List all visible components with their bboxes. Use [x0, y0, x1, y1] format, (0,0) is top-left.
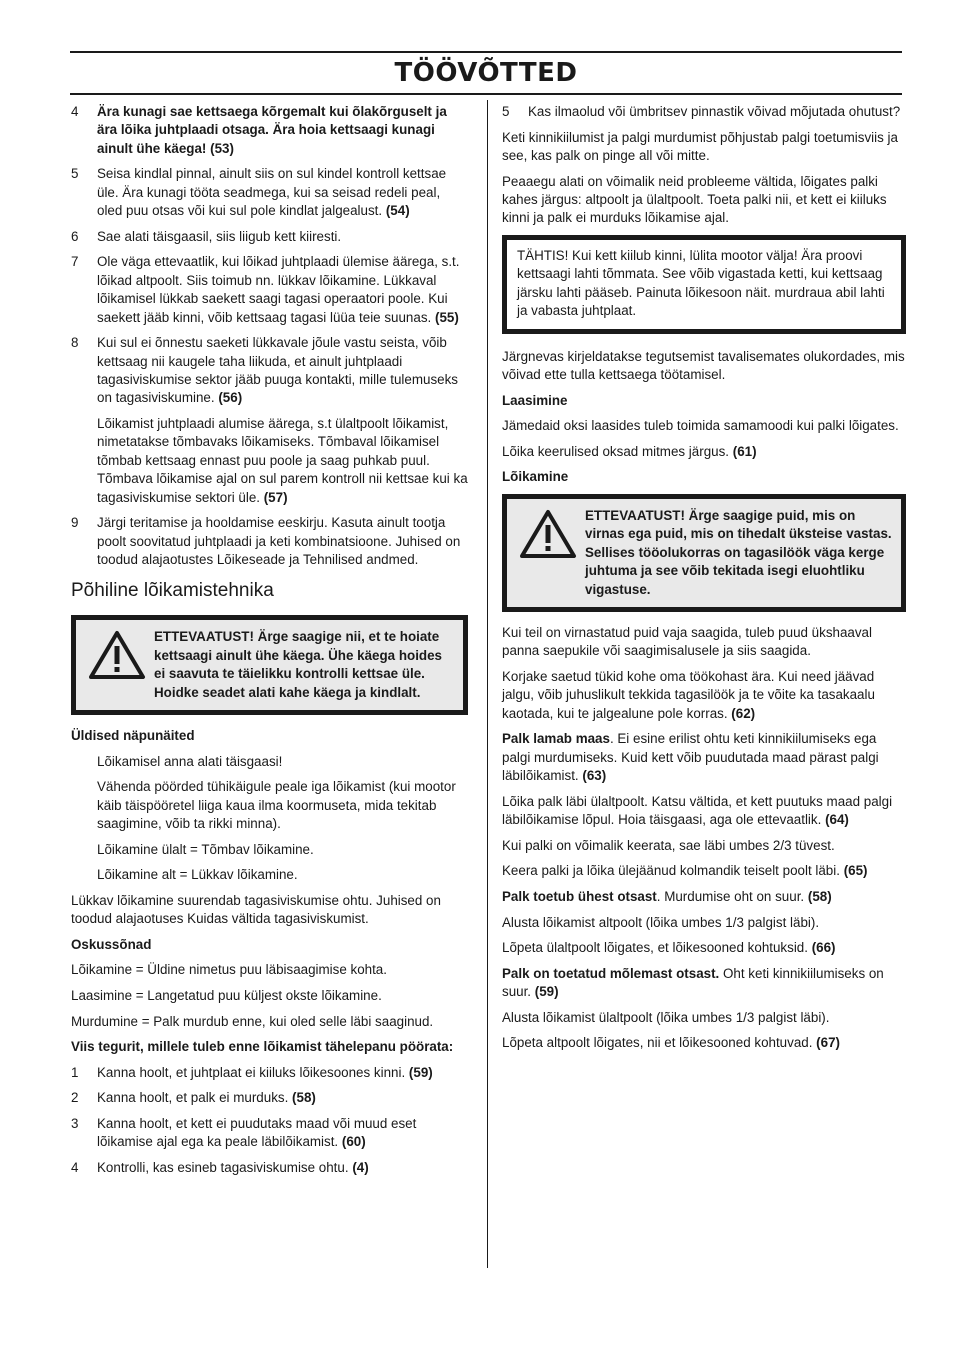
paragraph: Kui teil on virnastatud puid vaja saagida, tuleb puud ükshaaval panna saepukile või saagimisalusele ja siis saagida.	[502, 625, 872, 659]
figure-ref: (58)	[807, 889, 832, 905]
paragraph	[502, 939, 906, 957]
figure-ref: (56)	[218, 390, 243, 406]
subheading-terms: Oskussõnad	[71, 936, 152, 952]
section-title: Põhiline lõikamistehnika	[71, 580, 274, 602]
paragraph: Vähenda pöörded tühikäigule peale iga lõikamist (kui mootor käib täispööretel liiga kaua ilma koormuseta, mida tekitab saagimine, võib ta rikki minna).	[97, 779, 456, 832]
item-text: Kanna hoolt, et juhtplaat ei kiiluks lõikesoones kinni.	[97, 1064, 406, 1080]
paragraph: Järgnevas kirjeldatakse tegutsemist tavalisemates olukordades, mis võivad ette tulla kettsaega töötamisel.	[502, 348, 905, 383]
figure-ref: (57)	[263, 489, 288, 505]
paragraph: Lõikamine ülalt = Tõmbav lõikamine.	[97, 841, 314, 857]
paragraph: Lõikamisel anna alati täisgaasi!	[97, 753, 283, 769]
item-number: 4	[71, 104, 79, 119]
paragraph	[502, 443, 906, 461]
warning-box	[502, 494, 906, 612]
paragraph-text: Korjake saetud tükid kohe oma töökohast ära. Kui need jäävad jalgu, võib juhuslikult tekkida tagasilöök ja te võite ka tasakaalu kaotada, kui te jalgealune pole korras.	[502, 669, 875, 721]
column-divider	[487, 100, 488, 1268]
item-number: 5	[71, 166, 79, 182]
list-item	[71, 103, 468, 158]
figure-ref: (67)	[816, 1035, 840, 1051]
paragraph: Alusta lõikamist ülaltpoolt (lõika umbes 1/3 palgist läbi).	[502, 1009, 830, 1025]
item-text: Seisa kindlal pinnal, ainult siis on sul kindel kontroll kettsae üle. Ära kunagi tööta seadmega, kui sa seisad redeli peal, oled puu otsas või kui sul pole kindlat jalgealust.	[97, 166, 447, 219]
paragraph: Lõikamine alt = Lükkav lõikamine.	[97, 867, 298, 883]
list-item	[71, 514, 468, 569]
bold-lead: Palk toetub ühest otsast	[502, 889, 657, 905]
paragraph	[502, 793, 906, 830]
figure-ref: (60)	[341, 1134, 366, 1150]
paragraph: Keti kinnikiilumist ja palgi murdumist põhjustab palgi toetumisviis ja see, kas palk on pinge all või mitte.	[502, 129, 898, 163]
list-item	[71, 334, 468, 408]
item-number: 3	[71, 1116, 79, 1132]
item-text: Järgi teritamise ja hooldamise eeskirju. Kasuta ainult tootja poolt soovitatud juhtplaadi ja keti kombinatsioone. Juhised on toodud alajaotustes Lõikeseade ja Tehnilised andmed.	[97, 515, 461, 568]
paragraph	[502, 862, 906, 880]
item-number: 1	[71, 1064, 79, 1080]
figure-ref: (65)	[843, 863, 868, 879]
figure-ref: (64)	[825, 812, 849, 828]
subheading-factors: Viis tegurit, millele tuleb enne lõikamist tähelepanu pöörata:	[71, 1039, 454, 1055]
item-number: 8	[71, 335, 79, 351]
paragraph: Peaaegu alati on võimalik neid probleeme vältida, lõigates palki kahes järgus: altpoolt ja ülaltpoolt. Toeta palki nii, et kett ei kiiluks kinni ja palk ei murduks lõikamise ajal.	[502, 173, 887, 226]
paragraph	[502, 1034, 906, 1052]
paragraph-text: Keera palki ja lõika ülejäänud kolmandik teiselt poolt läbi.	[502, 863, 840, 879]
right-column	[502, 103, 906, 1060]
list-item	[71, 1064, 468, 1082]
paragraph-text: Lõpeta altpoolt lõigates, nii et lõikesooned kohtuvad.	[502, 1035, 813, 1051]
paragraph: Laasimine = Langetatud puu küljest okste lõikamine.	[71, 988, 382, 1004]
paragraph-text: Oht keti kinnikiilumiseks on suur.	[502, 965, 884, 1000]
header-top-rule	[70, 51, 902, 53]
list-item	[71, 228, 468, 246]
list-item	[71, 1089, 468, 1107]
figure-ref: (59)	[408, 1064, 433, 1080]
item-number: 4	[71, 1160, 79, 1176]
figure-ref: (54)	[385, 203, 410, 219]
item-text: Kui sul ei õnnestu saeketi lükkavale jõule vastu seista, võib kettsaag nii kaugele taha liikuda, et ainult juhtplaadi tagasiviskumise sektor jääb puuga kontakti, mille tulemuseks on tagasiviskumine.	[97, 335, 458, 406]
left-column	[71, 103, 468, 1185]
item-text: Sae alati täisgaasil, siis liigub kett kiiresti.	[97, 228, 342, 244]
header-bottom-rule	[70, 93, 902, 95]
page-title: TÖÖVÕTTED	[394, 58, 578, 88]
item-number: 2	[71, 1090, 79, 1106]
warning-text: ETTEVAATUST! Ärge saagige puid, mis on virnas ega puid, mis on tihedalt üksteise vastas. Sellises tööolukorras on tagasilöök väga kerge juhtuma ja see võib tekitada isegi eluohtliku vigastuse.	[585, 508, 892, 597]
paragraph	[502, 965, 906, 1002]
warning-triangle-icon	[515, 507, 585, 564]
paragraph: Jämedaid oksi laasides tuleb toimida samamoodi kui palki lõigates.	[502, 418, 899, 434]
item-number: 7	[71, 254, 79, 270]
paragraph: Kui palki on võimalik keerata, sae läbi umbes 2/3 tüvest.	[502, 837, 835, 853]
item-text: Kanna hoolt, et palk ei murduks.	[97, 1090, 289, 1106]
paragraph: Alusta lõikamist altpoolt (lõika umbes 1/3 palgist läbi).	[502, 914, 820, 930]
important-note-box	[502, 235, 906, 334]
note-text: TÄHTIS! Kui kett kiilub kinni, lülita mootor välja! Ära proovi kettsaagi lahti tõmmata. See võib vigastada ketti, kui kettsaag järsku lahti pääseb. Painuta lõikesoon näit. murdraua abil lahti ja vabasta juhtplaat.	[517, 248, 885, 319]
list-item	[71, 1159, 468, 1177]
warning-box	[71, 615, 468, 715]
paragraph	[502, 730, 906, 785]
paragraph-text: Lõika palk läbi ülaltpoolt. Katsu vältida, et kett puutuks maad palgi läbilõikamise lõpul. Hoia täisgaasi, aga ole ettevaatlik.	[502, 793, 893, 828]
paragraph-text: Lõika keerulised oksad mitmes järgus.	[502, 443, 730, 459]
list-item	[71, 1115, 468, 1152]
item-text: Kas ilmaolud või ümbritsev pinnastik võivad mõjutada ohutust?	[528, 104, 901, 119]
warning-text: ETTEVAATUST! Ärge saagige nii, et te hoiate kettsaagi ainult ühe käega. Ühe käega hoides ei saavuta te täielikku kontrolli kettsae üle. Hoidke seadet alati kahe käega ja kindlalt.	[154, 629, 442, 700]
figure-ref: (58)	[292, 1090, 316, 1106]
paragraph	[71, 415, 468, 507]
bold-lead: Palk on toetatud mõlemast otsast.	[502, 965, 720, 981]
figure-ref: (61)	[732, 443, 757, 459]
paragraph	[502, 668, 906, 723]
subheading-cutting: Lõikamine	[502, 469, 569, 485]
item-text: Kontrolli, kas esineb tagasiviskumise ohtu.	[97, 1160, 349, 1176]
paragraph	[502, 888, 906, 906]
item-text: Ole väga ettevaatlik, kui lõikad juhtplaadi ülemise äärega, s.t. lõikad altpoolt. Siis toimub nn. lükkav lõikamine. Lükkaval lõikamisel lükkab saekett saagi tagasi operaatori poole. Kui saekett jääb kinni, võib kettsaag tagasi lüüa teie suunas.	[97, 254, 460, 325]
figure-ref: (55)	[434, 309, 459, 325]
subheading-general: Üldised näpunäited	[71, 728, 195, 744]
figure-ref: (53)	[210, 140, 234, 156]
subheading-limbing: Laasimine	[502, 392, 568, 408]
paragraph: Lõikamine = Üldine nimetus puu läbisaagimise kohta.	[71, 962, 387, 978]
warning-triangle-icon	[84, 628, 154, 685]
figure-ref: (62)	[731, 705, 756, 721]
item-number: 5	[502, 104, 510, 119]
paragraph-text: Lõikamist juhtplaadi alumise äärega, s.t ülaltpoolt lõikamist, nimetatakse tõmbavaks lõikamiseks. Tõmbaval lõikamisel tõmbab kettsaag ennast puu poole ja saag puhkab puul. Tõmbava lõikamise ajal on sul parem kontroll nii kettsae kui ka tagasiviskumise sektori üle.	[97, 416, 468, 505]
item-text: Ära kunagi sae kettsaega kõrgemalt kui õlakõrguselt ja ära lõika juhtplaadi otsaga. Ära hoia kettsaagi kunagi ainult ühe käega!	[97, 104, 447, 156]
paragraph-text: . Murdumise oht on suur.	[656, 889, 805, 905]
figure-ref: (59)	[534, 984, 559, 1000]
list-item	[71, 165, 468, 220]
item-number: 9	[71, 515, 79, 531]
list-item	[502, 103, 906, 121]
paragraph: Murdumine = Palk murdub enne, kui oled selle läbi saaginud.	[71, 1013, 434, 1029]
paragraph-text: Lõpeta ülaltpoolt lõigates, et lõikesooned kohtuksid.	[502, 940, 808, 956]
list-item	[71, 253, 468, 327]
paragraph-text: . Ei esine erilist ohtu keti kinnikiilumiseks ega palgi murdumiseks. Kuid kett võib puudutada maad pärast palgi läbilõikamist.	[502, 731, 879, 784]
paragraph: Lükkav lõikamine suurendab tagasiviskumise ohtu. Juhised on toodud alajaotuses Kuidas vältida tagasiviskumist.	[71, 892, 441, 927]
item-number: 6	[71, 228, 79, 244]
figure-ref: (4)	[352, 1160, 369, 1176]
item-text: Kanna hoolt, et kett ei puudutaks maad või muud eset lõikamise ajal ega ka peale läbilõikamist.	[97, 1116, 417, 1150]
figure-ref: (66)	[811, 940, 836, 956]
figure-ref: (63)	[582, 768, 607, 784]
bold-lead: Palk lamab maas	[502, 731, 610, 747]
